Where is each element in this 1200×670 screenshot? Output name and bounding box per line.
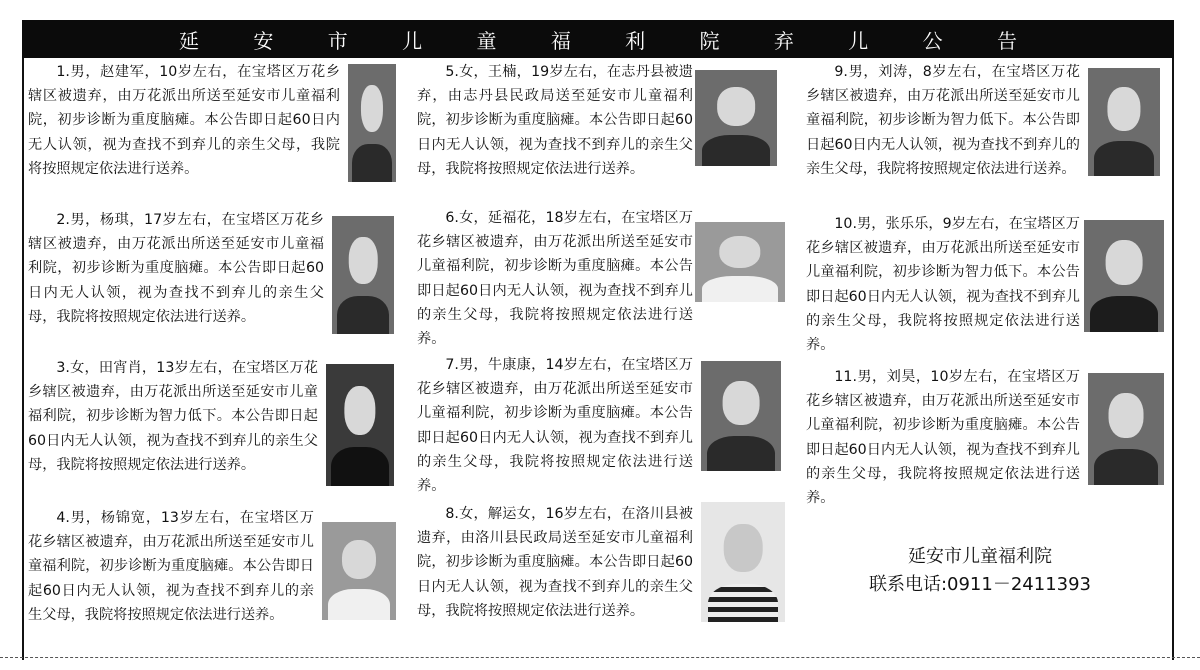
child-photo <box>1088 68 1160 176</box>
notice-item-4 <box>28 506 314 627</box>
child-photo <box>701 361 781 471</box>
notice-text: 9.男，刘涛，8岁左右，在宝塔区万花乡辖区被遗弃，由万花派出所送至延安市儿童福利院，初步诊断为智力低下。本公告即日起60日内无人认领，视为查找不到弃儿的亲生父母，我院将按照规定依法进行送养。 <box>806 64 1080 177</box>
child-photo <box>1088 373 1164 485</box>
notice-item-3 <box>28 356 318 477</box>
notice-item-8 <box>417 502 693 623</box>
notice-item-1 <box>28 60 396 184</box>
notice-text: 7.男，牛康康，14岁左右，在宝塔区万花乡辖区被遗弃，由万花派出所送至延安市儿童福利院，初步诊断为重度脑瘫。本公告即日起60日内无人认领，视为查找不到弃儿的亲生父母，我院将按照规定依法进行送养。 <box>417 357 693 495</box>
notice-text: 2.男，杨琪，17岁左右，在宝塔区万花乡辖区被遗弃，由万花派出所送至延安市儿童福利院，初步诊断为重度脑瘫。本公告即日起60日内无人认领，视为查找不到弃儿的亲生父母，我院将按照规定依法进行送养。 <box>28 212 324 325</box>
notice-item-7 <box>417 353 693 498</box>
notice-text: 5.女，王楠，19岁左右，在志丹县被遗弃，由志丹县民政局送至延安市儿童福利院，初步诊断为重度脑瘫。本公告即日起60日内无人认领，视为查找不到弃儿的亲生父母，我院将按照规定依法进行送养。 <box>417 64 693 177</box>
notice-text: 8.女，解运女，16岁左右，在洛川县被遗弃，由洛川县民政局送至延安市儿童福利院，初步诊断为重度脑瘫。本公告即日起60日内无人认领，视为查找不到弃儿的亲生父母，我院将按照规定依法进行送养。 <box>417 506 693 619</box>
child-photo <box>326 364 394 486</box>
child-photo <box>701 502 785 622</box>
notice-text: 1.男，赵建军，10岁左右，在宝塔区万花乡辖区被遗弃，由万花派出所送至延安市儿童福利院，初步诊断为重度脑瘫。本公告即日起60日内无人认领，视为查找不到弃儿的亲生父母，我院将按照规定依法进行送养。 <box>28 64 340 177</box>
notice-item-2 <box>28 208 324 329</box>
title-bar <box>22 20 1174 58</box>
notice-text: 4.男，杨锦宽，13岁左右，在宝塔区万花乡辖区被遗弃，由万花派出所送至延安市儿童福利院，初步诊断为重度脑瘫。本公告即日起60日内无人认领，视为查找不到弃儿的亲生父母，我院将按照规定依法进行送养。 <box>28 510 314 623</box>
notice-text: 3.女，田宵肖，13岁左右，在宝塔区万花乡辖区被遗弃，由万花派出所送至延安市儿童福利院，初步诊断为智力低下。本公告即日起60日内无人认领，视为查找不到弃儿的亲生父母，我院将按照规定依法进行送养。 <box>28 360 318 473</box>
child-photo <box>348 64 396 182</box>
page-title: 延 安 市 儿 童 福 利 院 弃 儿 公 告 <box>179 28 1041 53</box>
notice-text: 11.男，刘昊，10岁左右，在宝塔区万花乡辖区被遗弃，由万花派出所送至延安市儿童福利院，初步诊断为重度脑瘫。本公告即日起60日内无人认领，视为查找不到弃儿的亲生父母，我院将按照规定依法进行送养。 <box>806 369 1080 507</box>
child-photo <box>695 70 777 166</box>
notice-item-9 <box>806 60 1080 181</box>
child-photo <box>1084 220 1164 332</box>
notice-text: 10.男，张乐乐，9岁左右，在宝塔区万花乡辖区被遗弃，由万花派出所送至延安市儿童福利院，初步诊断为智力低下。本公告即日起60日内无人认领，视为查找不到弃儿的亲生父母，我院将按照规定依法进行送养。 <box>806 216 1080 354</box>
notice-item-5 <box>417 60 693 181</box>
child-photo <box>695 222 785 302</box>
cut-line <box>0 657 1200 658</box>
notice-item-11 <box>806 365 1080 510</box>
organization-name: 延安市儿童福利院 <box>908 546 1052 567</box>
notice-text: 6.女，延福花，18岁左右，在宝塔区万花乡辖区被遗弃，由万花派出所送至延安市儿童福利院，初步诊断为重度脑瘫。本公告即日起60日内无人认领，视为查找不到弃儿的亲生父母，我院将按照规定依法进行送养。 <box>417 210 693 348</box>
notice-item-10 <box>806 212 1080 357</box>
notice-item-6 <box>417 206 693 351</box>
contact-phone: 联系电话:0911－2411393 <box>868 574 1092 595</box>
child-photo <box>332 216 394 334</box>
contact-block <box>810 543 1150 599</box>
child-photo <box>322 522 396 620</box>
